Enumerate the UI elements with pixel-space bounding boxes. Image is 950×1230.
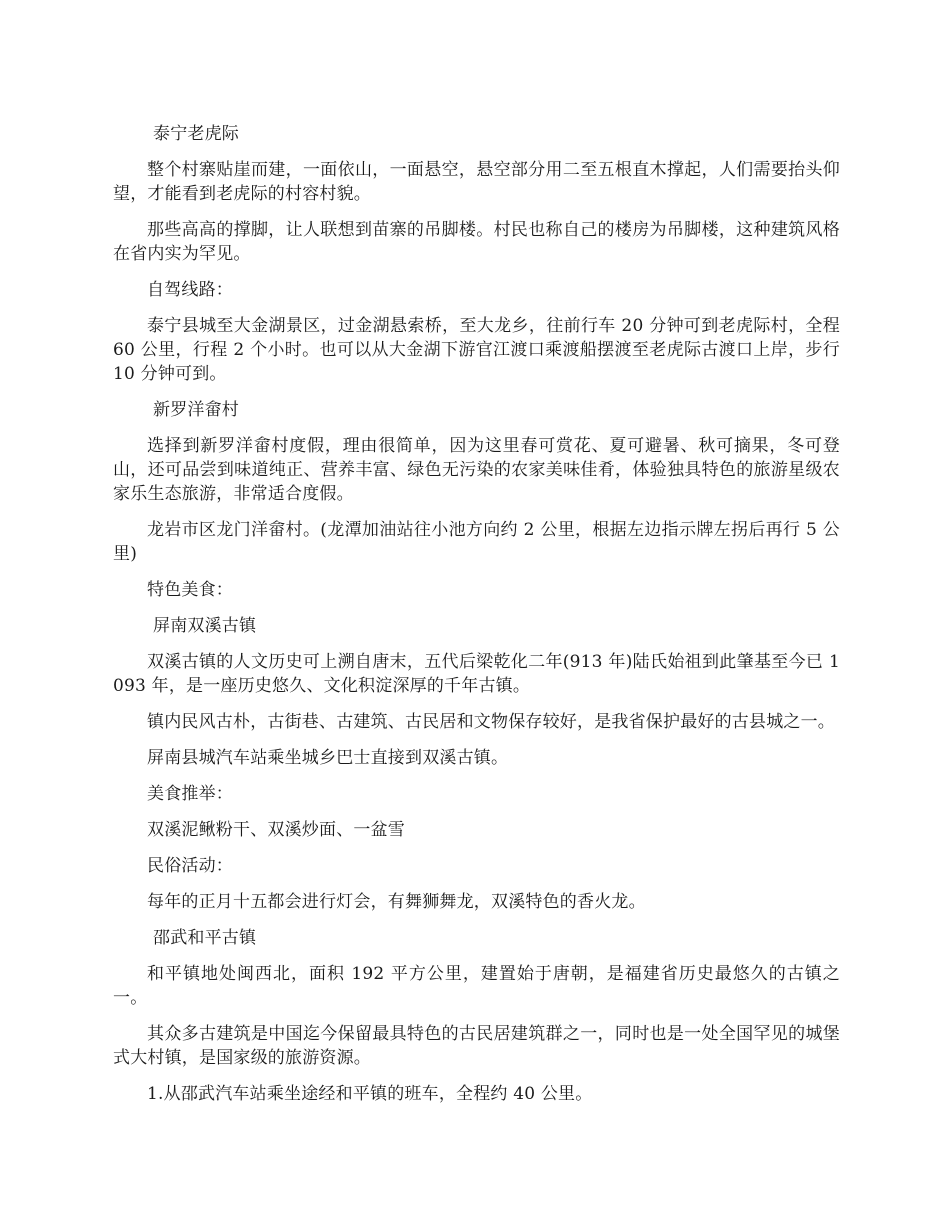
section-heading-shuangxi: 屏南双溪古镇 <box>153 616 257 636</box>
paragraph: 双溪泥鳅粉干、双溪炒面、一盆雪 <box>147 820 405 840</box>
list-item-route: 1.从邵武汽车站乘坐途经和平镇的班车，全程约 40 公里。 <box>147 1084 593 1104</box>
paragraph: 那些高高的撑脚，让人联想到苗寨的吊脚楼。村民也称自己的楼房为吊脚楼，这种建筑风格在省内实为罕见。 <box>113 220 840 264</box>
section-heading-heping: 邵武和平古镇 <box>153 928 257 948</box>
document-page <box>113 122 840 1118</box>
paragraph: 整个村寨贴崖而建，一面依山，一面悬空，悬空部分用二至五根直木撑起，人们需要抬头仰望，才能看到老虎际的村容村貌。 <box>113 160 840 204</box>
paragraph: 镇内民风古朴，古街巷、古建筑、古民居和文物保存较好，是我省保护最好的古县城之一。 <box>147 712 835 732</box>
subheading-featured-food: 特色美食： <box>147 580 233 600</box>
section-heading-xinluoyang: 新罗洋畲村 <box>153 400 239 420</box>
paragraph: 龙岩市区龙门洋畲村。(龙潭加油站往小池方向约 2 公里，根据左边指示牌左拐后再行 5 公里) <box>113 520 840 564</box>
paragraph: 每年的正月十五都会进行灯会，有舞狮舞龙，双溪特色的香火龙。 <box>147 892 646 912</box>
subheading-folk-activities: 民俗活动： <box>147 856 233 876</box>
paragraph: 双溪古镇的人文历史可上溯自唐末，五代后梁乾化二年(913 年)陆氏始祖到此肇基至今已 1093 年，是一座历史悠久、文化积淀深厚的千年古镇。 <box>113 652 840 696</box>
paragraph: 泰宁县城至大金湖景区，过金湖悬索桥，至大龙乡，往前行车 20 分钟可到老虎际村，全程 60 公里，行程 2 个小时。也可以从大金湖下游官江渡口乘渡船摆渡至老虎际古渡口上岸，步行 10 分钟可到。 <box>113 316 840 384</box>
subheading-food-recommend: 美食推举： <box>147 784 233 804</box>
section-heading-taining: 泰宁老虎际 <box>153 124 239 144</box>
subheading-driving-route: 自驾线路： <box>147 280 233 300</box>
paragraph: 其众多古建筑是中国迄今保留最具特色的古民居建筑群之一，同时也是一处全国罕见的城堡式大村镇，是国家级的旅游资源。 <box>113 1024 840 1068</box>
paragraph: 选择到新罗洋畲村度假，理由很简单，因为这里春可赏花、夏可避暑、秋可摘果，冬可登山，还可品尝到味道纯正、营养丰富、绿色无污染的农家美味佳肴，体验独具特色的旅游星级农家乐生态旅游，非常适合度假。 <box>113 436 840 504</box>
paragraph: 和平镇地处闽西北，面积 192 平方公里，建置始于唐朝，是福建省历史最悠久的古镇之一。 <box>113 964 840 1008</box>
paragraph: 屏南县城汽车站乘坐城乡巴士直接到双溪古镇。 <box>147 748 509 768</box>
